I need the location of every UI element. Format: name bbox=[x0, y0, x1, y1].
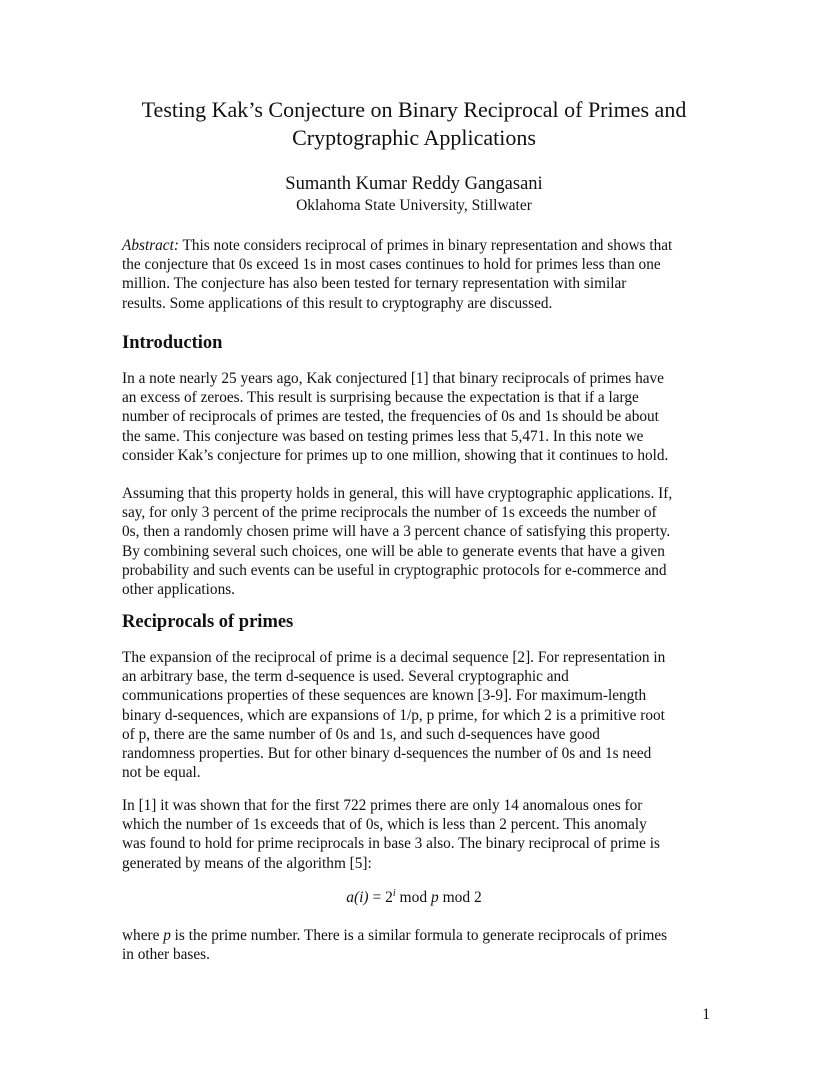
text-line: of p, there are the same number of 0s and 1s, and such d-sequences have good bbox=[122, 725, 600, 743]
author-affiliation: Oklahoma State University, Stillwater bbox=[296, 197, 532, 214]
para3-variable: p bbox=[163, 927, 171, 944]
abstract-line-4: results. Some applications of this result to cryptography are discussed. bbox=[122, 294, 553, 312]
formula-mod: mod bbox=[395, 889, 431, 906]
text-line: other applications. bbox=[122, 581, 235, 599]
text-line: In [1] it was shown that for the first 722 primes there are only 14 anomalous ones for bbox=[122, 797, 643, 814]
text-line: probability and such events can be useful in cryptographic protocols for e-commerce and bbox=[122, 561, 667, 579]
text-line: an excess of zeroes. This result is surprising because the expectation is that if a large bbox=[122, 389, 639, 407]
text-line: By combining several such choices, one will be able to generate events that have a given bbox=[122, 542, 665, 560]
text-line: The expansion of the reciprocal of prime is a decimal sequence [2]. For representation in bbox=[122, 649, 666, 666]
abstract-line-1 bbox=[122, 236, 712, 255]
text-line: communications properties of these sequences are known [3-9]. For maximum-length bbox=[122, 687, 647, 705]
text-line: not be equal. bbox=[122, 764, 201, 782]
abstract bbox=[122, 236, 712, 313]
para3-prefix: where bbox=[122, 927, 164, 944]
page-number: 1 bbox=[702, 1006, 710, 1023]
text-line: In a note nearly 25 years ago, Kak conjectured [1] that binary reciprocals of primes have bbox=[122, 370, 664, 387]
text-line: randomness properties. But for other binary d-sequences the number of 0s and 1s need bbox=[122, 745, 652, 763]
formula-exponent: i bbox=[392, 887, 396, 899]
text-line bbox=[122, 926, 712, 945]
title-line-1: Testing Kak’s Conjecture on Binary Reciprocal of Primes and bbox=[141, 97, 687, 122]
reciprocals-paragraph-1 bbox=[122, 648, 712, 782]
abstract-line-1-text: This note considers reciprocal of primes in binary representation and shows that bbox=[178, 237, 673, 254]
text-line: an arbitrary base, the term d-sequence is used. Several cryptographic and bbox=[122, 668, 569, 686]
para3-rest: is the prime number. There is a similar formula to generate reciprocals of primes bbox=[170, 927, 668, 944]
text-line: was found to hold for prime reciprocals in base 3 also. The binary reciprocal of prime is bbox=[122, 835, 660, 853]
abstract-line-3: million. The conjecture has also been tested for ternary representation with similar bbox=[122, 275, 627, 293]
introduction-paragraph-2 bbox=[122, 484, 712, 599]
formula-p: p bbox=[430, 889, 439, 906]
text-line: the same. This conjecture was based on testing primes less that 5,471. In this note we bbox=[122, 427, 644, 445]
text-line: 0s, then a randomly chosen prime will have a 3 percent chance of satisfying this property. bbox=[122, 523, 671, 541]
text-line: say, for only 3 percent of the prime reciprocals the number of 1s exceeds the number of bbox=[122, 504, 657, 522]
title-line-2: Cryptographic Applications bbox=[292, 125, 536, 150]
formula-rhs: mod 2 bbox=[438, 889, 482, 906]
abstract-label: Abstract: bbox=[122, 237, 179, 254]
reciprocals-paragraph-3 bbox=[122, 926, 712, 964]
text-line: Assuming that this property holds in general, this will have cryptographic applications. If, bbox=[122, 485, 673, 502]
abstract-line-2: the conjecture that 0s exceed 1s in most cases continues to hold for primes less than one bbox=[122, 256, 661, 274]
author-name: Sumanth Kumar Reddy Gangasani bbox=[285, 174, 543, 194]
formula-lhs: a(i) bbox=[346, 889, 369, 906]
text-line: consider Kak’s conjecture for primes up to one million, showing that it continues to hold. bbox=[122, 446, 669, 464]
formula-binary-reciprocal bbox=[100, 888, 728, 908]
text-line: binary d-sequences, which are expansions of 1/p, p prime, for which 2 is a primitive root bbox=[122, 706, 665, 724]
text-line: generated by means of the algorithm [5]: bbox=[122, 854, 372, 872]
paper-title bbox=[100, 96, 728, 152]
introduction-paragraph-1 bbox=[122, 369, 712, 465]
text-line: number of reciprocals of primes are tested, the frequencies of 0s and 1s should be about bbox=[122, 408, 659, 426]
reciprocals-paragraph-2 bbox=[122, 796, 712, 873]
formula-eq: = 2 bbox=[368, 889, 393, 906]
section-heading-reciprocals: Reciprocals of primes bbox=[122, 612, 294, 632]
text-line: which the number of 1s exceeds that of 0s, which is less than 2 percent. This anomaly bbox=[122, 816, 647, 834]
section-heading-introduction: Introduction bbox=[122, 333, 223, 353]
text-line: in other bases. bbox=[122, 946, 210, 964]
